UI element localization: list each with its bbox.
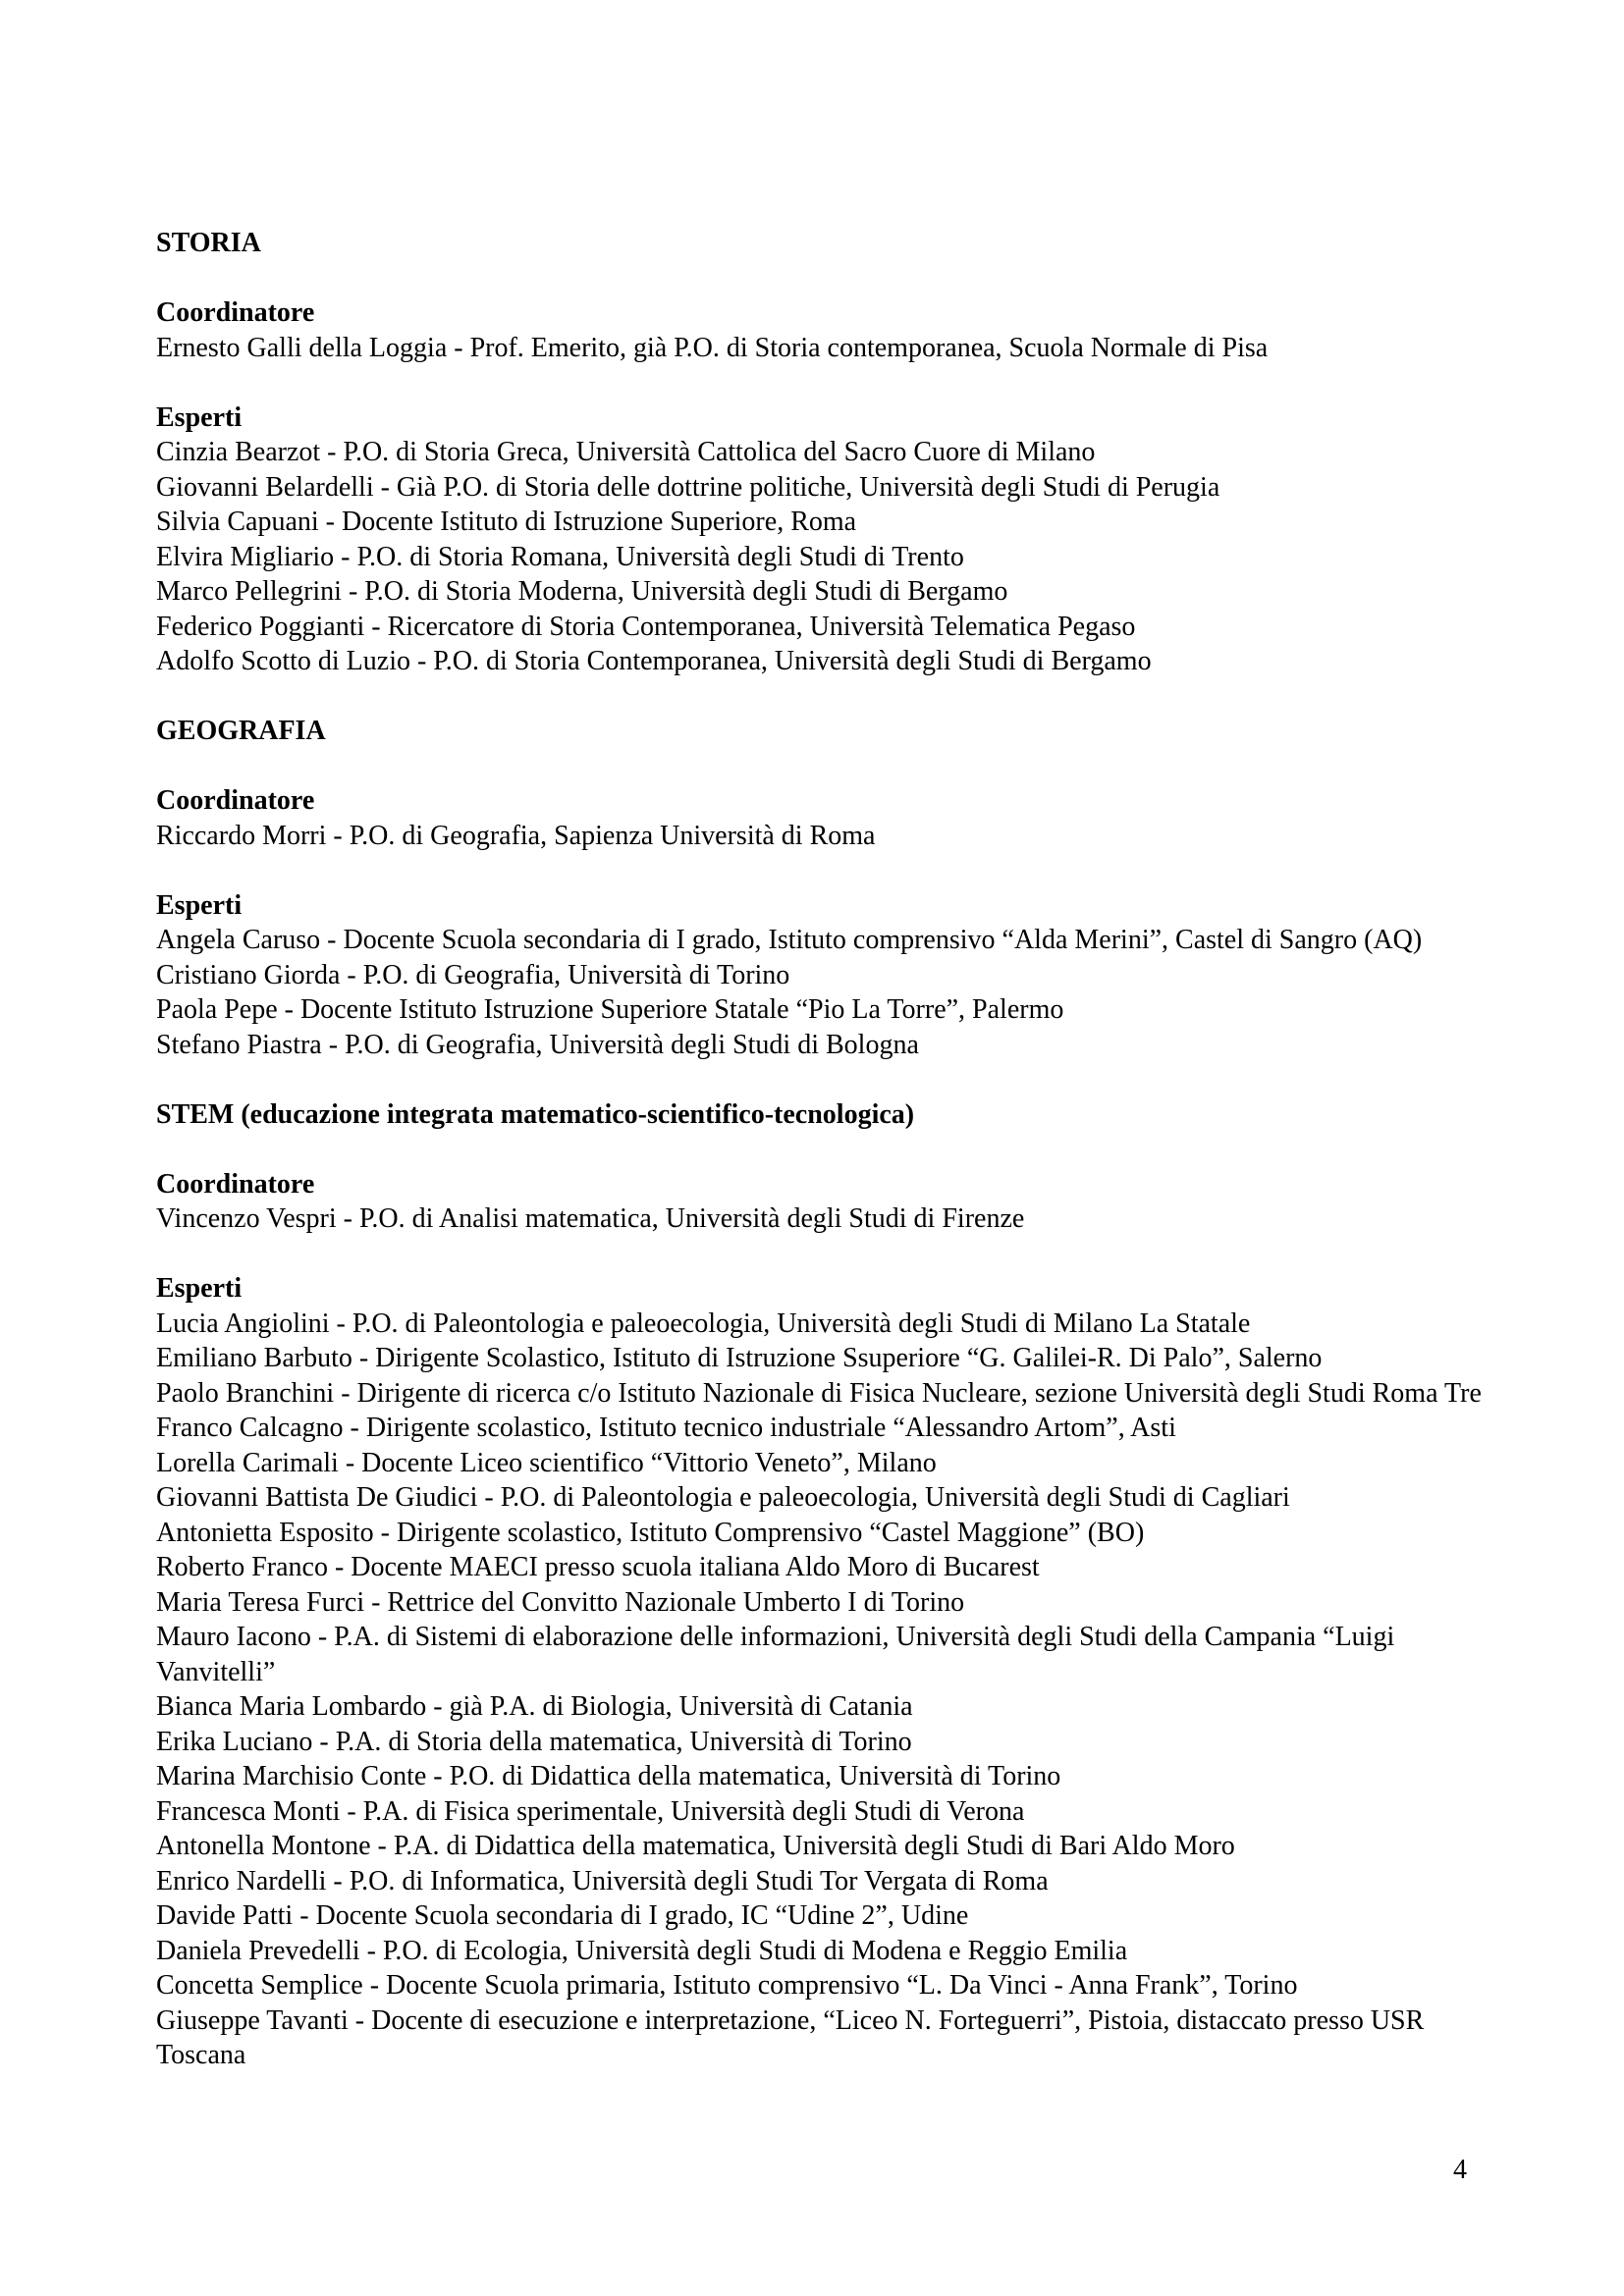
expert-entry: Giuseppe Tavanti - Docente di esecuzione e interpretazione, “Liceo N. Forteguerri”, Pistoia, distaccato presso USR Toscana [156, 2004, 1425, 2070]
expert-entry: Paola Pepe - Docente Istituto Istruzione Superiore Statale “Pio La Torre”, Palermo [156, 994, 1064, 1025]
expert-entry: Federico Poggianti - Ricercatore di Storia Contemporanea, Università Telematica Pegaso [156, 611, 1136, 642]
section-title: GEOGRAFIA [156, 716, 326, 746]
expert-entry: Cinzia Bearzot - P.O. di Storia Greca, Università Cattolica del Sacro Cuore di Milano [156, 437, 1096, 467]
expert-entry: Mauro Iacono - P.A. di Sistemi di elaborazione delle informazioni, Università degli Studi della Campania “Luigi Vanvitelli” [156, 1622, 1395, 1687]
page-number: 4 [1453, 2155, 1467, 2185]
expert-entry: Marco Pellegrini - P.O. di Storia Moderna, Università degli Studi di Bergamo [156, 576, 1008, 607]
section-title: STEM (educazione integrata matematico-scientifico-tecnologica) [156, 1098, 915, 1130]
expert-entry: Giovanni Battista De Giudici - P.O. di Paleontologia e paleoecologia, Università degli Studi di Cagliari [156, 1482, 1290, 1513]
expert-entry: Enrico Nardelli - P.O. di Informatica, Università degli Studi Tor Vergata di Roma [156, 1865, 1049, 1896]
coordinator-heading: Coordinatore [156, 785, 315, 816]
expert-entry: Emiliano Barbuto - Dirigente Scolastico, Istituto di Istruzione Ssuperiore “G. Galilei-R. Di Palo”, Salerno [156, 1343, 1323, 1373]
section-storia [156, 226, 1491, 679]
expert-entry: Angela Caruso - Docente Scuola secondaria di I grado, Istituto comprensivo “Alda Merini”, Castel di Sangro (AQ) [156, 925, 1423, 955]
experts-heading: Esperti [156, 401, 243, 433]
expert-entry: Maria Teresa Furci - Rettrice del Convitto Nazionale Umberto I di Torino [156, 1586, 965, 1618]
section-title: STORIA [156, 228, 261, 258]
expert-entry: Francesca Monti - P.A. di Fisica sperimentale, Università degli Studi di Verona [156, 1795, 1025, 1827]
experts-heading: Esperti [156, 1273, 243, 1304]
expert-entry: Lorella Carimali - Docente Liceo scientifico “Vittorio Veneto”, Milano [156, 1447, 937, 1478]
coordinator-entry: Riccardo Morri - P.O. di Geografia, Sapienza Università di Roma [156, 820, 876, 851]
expert-entry: Franco Calcagno - Dirigente scolastico, Istituto tecnico industriale “Alessandro Artom”, Asti [156, 1413, 1176, 1443]
expert-entry: Antonietta Esposito - Dirigente scolastico, Istituto Comprensivo “Castel Maggione” (BO) [156, 1517, 1145, 1548]
expert-entry: Elvira Migliario - P.O. di Storia Romana, Università degli Studi di Trento [156, 541, 964, 572]
expert-entry: Paolo Branchini - Dirigente di ricerca c/o Istituto Nazionale di Fisica Nucleare, sezione Università degli Studi Roma Tre [156, 1377, 1482, 1409]
expert-entry: Roberto Franco - Docente MAECI presso scuola italiana Aldo Moro di Bucarest [156, 1552, 1040, 1582]
expert-entry: Erika Luciano - P.A. di Storia della matematica, Università di Torino [156, 1726, 912, 1757]
expert-entry: Concetta Semplice - Docente Scuola primaria, Istituto comprensivo “L. Da Vinci - Anna Frank”, Torino [156, 1970, 1298, 2001]
section-stem [156, 1097, 1491, 2073]
expert-entry: Cristiano Giorda - P.O. di Geografia, Università di Torino [156, 959, 790, 990]
expert-entry: Davide Patti - Docente Scuola secondaria di I grado, IC “Udine 2”, Udine [156, 1900, 969, 1931]
experts-heading: Esperti [156, 889, 243, 921]
expert-entry: Giovanni Belardelli - Già P.O. di Storia delle dottrine politiche, Università degli Studi di Perugia [156, 471, 1220, 503]
expert-entry: Lucia Angiolini - P.O. di Paleontologia e paleoecologia, Università degli Studi di Milano La Statale [156, 1308, 1251, 1339]
expert-entry: Adolfo Scotto di Luzio - P.O. di Storia Contemporanea, Università degli Studi di Bergamo [156, 646, 1152, 676]
section-geografia [156, 714, 1491, 1062]
expert-entry: Stefano Piastra - P.O. di Geografia, Università degli Studi di Bologna [156, 1029, 919, 1060]
coordinator-heading: Coordinatore [156, 1168, 315, 1200]
expert-entry: Antonella Montone - P.A. di Didattica della matematica, Università degli Studi di Bari Aldo Moro [156, 1831, 1235, 1861]
expert-entry: Bianca Maria Lombardo - già P.A. di Biologia, Università di Catania [156, 1691, 913, 1722]
document-body [156, 226, 1491, 2073]
coordinator-heading: Coordinatore [156, 297, 315, 328]
expert-entry: Silvia Capuani - Docente Istituto di Istruzione Superiore, Roma [156, 507, 857, 537]
expert-entry: Marina Marchisio Conte - P.O. di Didattica della matematica, Università di Torino [156, 1761, 1061, 1791]
coordinator-entry: Vincenzo Vespri - P.O. di Analisi matematica, Università degli Studi di Firenze [156, 1203, 1025, 1234]
coordinator-entry: Ernesto Galli della Loggia - Prof. Emerito, già P.O. di Storia contemporanea, Scuola Normale di Pisa [156, 332, 1269, 363]
expert-entry: Daniela Prevedelli - P.O. di Ecologia, Università degli Studi di Modena e Reggio Emilia [156, 1935, 1128, 1966]
